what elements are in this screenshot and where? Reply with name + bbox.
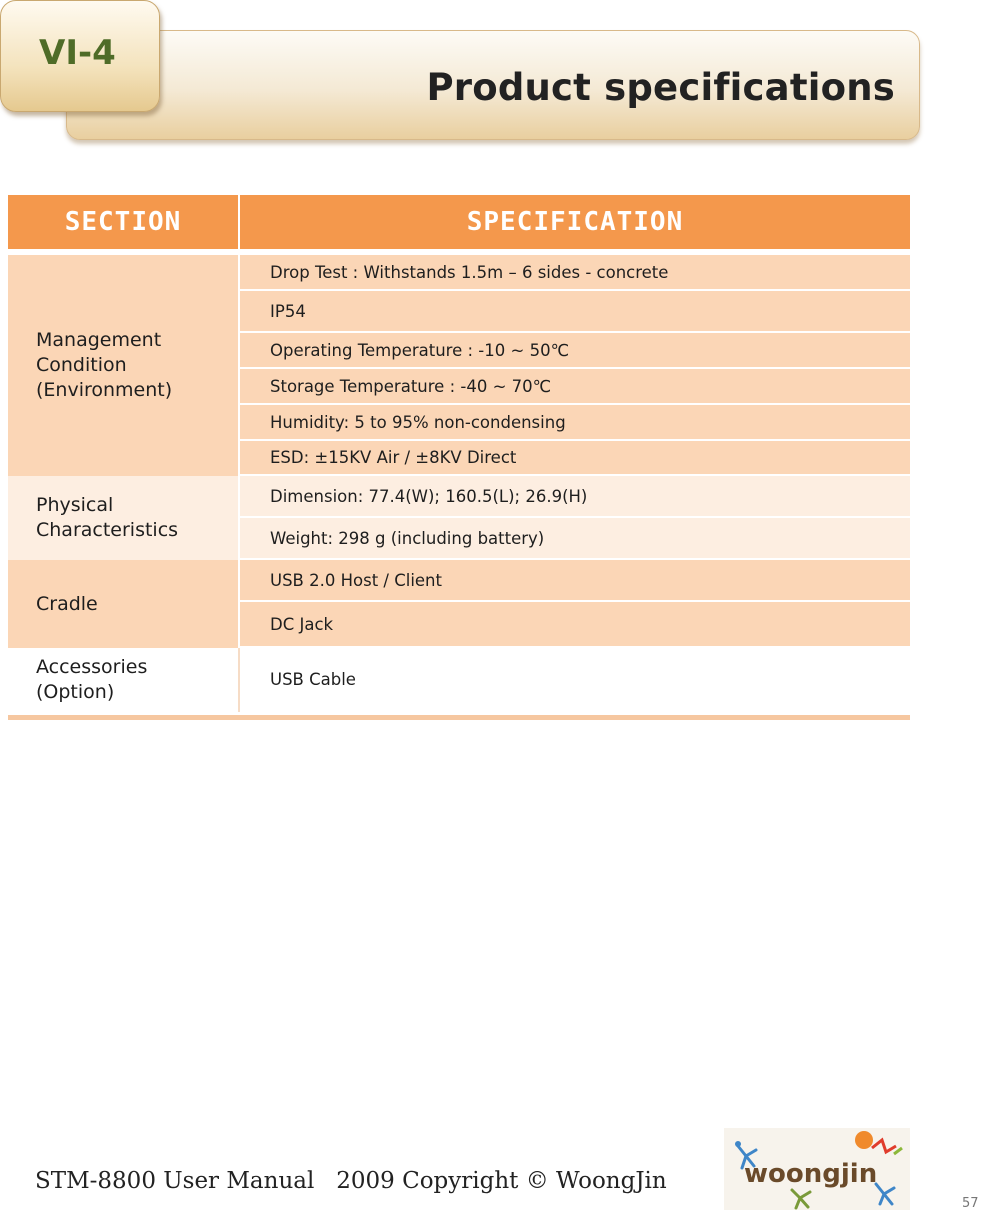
table-row xyxy=(8,648,910,712)
section-number: VI-4 xyxy=(39,33,116,73)
section-cell-management-condition: Management Condition (Environment) xyxy=(8,255,240,476)
specifications-table xyxy=(8,195,910,712)
table-row xyxy=(8,255,910,291)
table-header-row xyxy=(8,195,910,249)
spec-cell-weight: Weight: 298 g (including battery) xyxy=(240,518,910,560)
woongjin-logo-icon xyxy=(724,1128,910,1210)
page-number: 57 xyxy=(962,1196,979,1211)
section-cell-physical-characteristics: Physical Characteristics xyxy=(8,476,240,560)
spec-cell-humidity: Humidity: 5 to 95% non-condensing xyxy=(240,405,910,441)
spec-cell-usb-cable: USB Cable xyxy=(240,648,910,712)
spec-cell-usb-host-client: USB 2.0 Host / Client xyxy=(240,560,910,602)
page-title: Product specifications xyxy=(426,66,895,109)
table-bottom-rule xyxy=(8,715,910,720)
footer-copyright: STM-8800 User Manual 2009 Copyright © WoongJin xyxy=(35,1168,667,1194)
title-banner xyxy=(66,30,920,140)
table-row xyxy=(8,476,910,518)
table-row xyxy=(8,560,910,602)
spec-cell-storage-temperature: Storage Temperature : -40 ~ 70℃ xyxy=(240,369,910,405)
spec-cell-ip54: IP54 xyxy=(240,291,910,333)
spec-cell-dc-jack: DC Jack xyxy=(240,602,910,648)
section-cell-accessories: Accessories (Option) xyxy=(8,648,240,712)
spec-cell-operating-temperature: Operating Temperature : -10 ~ 50℃ xyxy=(240,333,910,369)
spec-cell-esd: ESD: ±15KV Air / ±8KV Direct xyxy=(240,441,910,476)
spec-cell-drop-test: Drop Test : Withstands 1.5m – 6 sides - concrete xyxy=(240,255,910,291)
logo-wordmark: woongjin xyxy=(744,1159,878,1189)
section-number-tab xyxy=(0,0,160,112)
spec-cell-dimension: Dimension: 77.4(W); 160.5(L); 26.9(H) xyxy=(240,476,910,518)
column-header-section: SECTION xyxy=(8,195,240,249)
column-header-specification: SPECIFICATION xyxy=(240,195,910,249)
section-cell-cradle: Cradle xyxy=(8,560,240,648)
